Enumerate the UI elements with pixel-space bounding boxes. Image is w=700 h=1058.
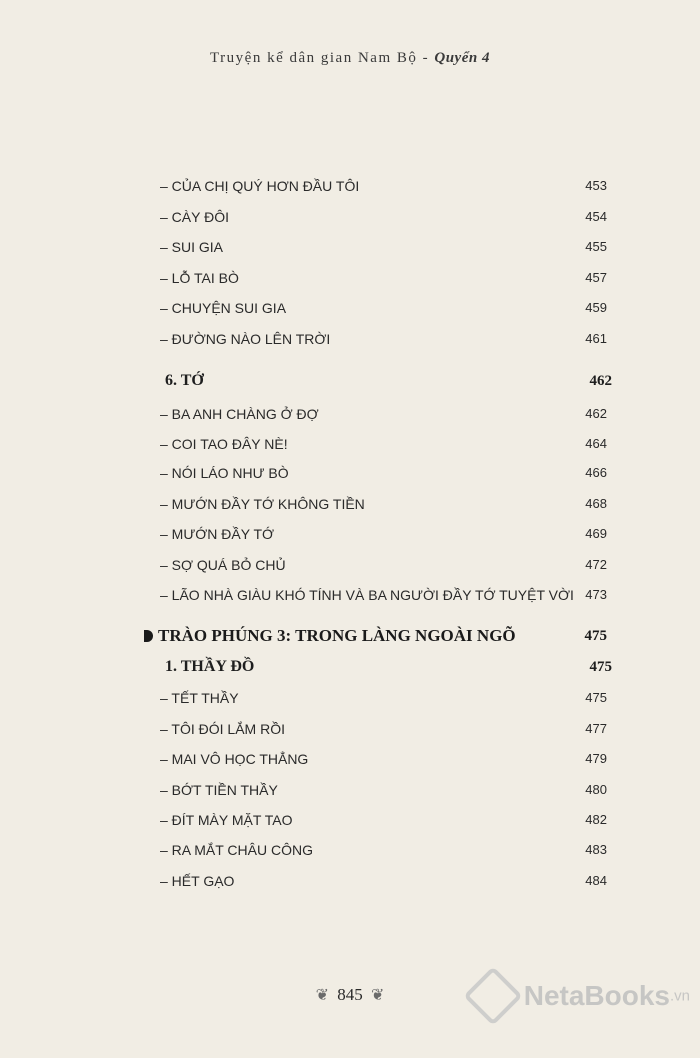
netabooks-logo-icon bbox=[463, 966, 522, 1025]
toc-entry-title: – ĐƯỜNG NÀO LÊN TRỜI bbox=[160, 331, 331, 347]
toc-entry-page: 475 bbox=[589, 659, 612, 675]
toc-entry-title: – CHUYỆN SUI GIA bbox=[160, 300, 287, 316]
toc-entry-title: – HẾT GẠO bbox=[160, 873, 235, 889]
toc-entry-title: – ĐÍT MÀY MẶT TAO bbox=[160, 812, 293, 828]
toc-entry-title: – LÃO NHÀ GIÀU KHÓ TÍNH VÀ BA NGƯỜI ĐẦY TỚ TUYỆT VỜI bbox=[160, 587, 574, 603]
toc-entry-title: – MƯỚN ĐẦY TỚ bbox=[160, 526, 275, 542]
toc-entry-page: 468 bbox=[585, 496, 607, 511]
toc-entry bbox=[160, 555, 610, 575]
toc-entry-page: 457 bbox=[585, 270, 607, 285]
page-number: 845 bbox=[337, 985, 363, 1004]
running-header bbox=[0, 50, 700, 67]
toc-entry-title: – RA MẮT CHÂU CÔNG bbox=[160, 842, 313, 858]
toc-entry-title: – BỚT TIỀN THẦY bbox=[160, 782, 278, 798]
toc-entry bbox=[160, 688, 610, 708]
toc-entry bbox=[160, 871, 610, 891]
toc-entry-page: 461 bbox=[585, 331, 607, 346]
toc-entry bbox=[160, 780, 610, 800]
book-title: Truyện kể dân gian Nam Bộ - bbox=[210, 50, 435, 66]
toc-section-heading bbox=[165, 371, 615, 391]
toc-entry-page: 482 bbox=[585, 812, 607, 827]
right-ornament-icon: ❦ bbox=[371, 987, 385, 1004]
toc-entry bbox=[160, 585, 610, 605]
toc-section-heading bbox=[165, 657, 615, 677]
toc-entry-title: – TÔI ĐÓI LẮM RỒI bbox=[160, 721, 285, 737]
toc-entry-title: – SỢ QUÁ BỎ CHỦ bbox=[160, 557, 286, 573]
toc-entry-page: 462 bbox=[589, 373, 612, 389]
toc-entry-page: 483 bbox=[585, 842, 607, 857]
toc-entry-page: 475 bbox=[584, 628, 607, 644]
toc-entry bbox=[160, 176, 610, 196]
toc-entry-page: 475 bbox=[585, 690, 607, 705]
toc-entry bbox=[160, 810, 610, 830]
toc-entry-title: 6. TỚ bbox=[165, 372, 204, 389]
watermark-brand: NetaBooks bbox=[523, 980, 670, 1011]
toc-entry-page: 469 bbox=[585, 526, 607, 541]
toc-entry-page: 459 bbox=[585, 300, 607, 315]
toc-entry-page: 453 bbox=[585, 178, 607, 193]
watermark bbox=[472, 975, 690, 1017]
toc-entry-page: 473 bbox=[585, 587, 607, 602]
volume-label: Quyển 4 bbox=[434, 50, 490, 66]
toc-entry-page: 480 bbox=[585, 782, 607, 797]
toc-entry bbox=[160, 494, 610, 514]
toc-entry-page: 462 bbox=[585, 406, 607, 421]
toc-entry bbox=[160, 719, 610, 739]
toc-entry bbox=[160, 298, 610, 318]
watermark-suffix: .vn bbox=[669, 987, 690, 1005]
toc-entry-page: 455 bbox=[585, 239, 607, 254]
toc-entry-page: 454 bbox=[585, 209, 607, 224]
toc-entry-title: – MAI VÔ HỌC THẲNG bbox=[160, 751, 309, 767]
toc-entry-title: 1. THẦY ĐỒ bbox=[165, 658, 255, 675]
toc-entry-page: 477 bbox=[585, 721, 607, 736]
toc-entry-title: – CỦA CHỊ QUÝ HƠN ĐẦU TÔI bbox=[160, 178, 360, 194]
left-ornament-icon: ❦ bbox=[315, 987, 329, 1004]
toc-entry-page: 464 bbox=[585, 436, 607, 451]
toc-entry-title: – LỖ TAI BÒ bbox=[160, 270, 239, 286]
toc-entry-title: – COI TAO ĐÂY NÈ! bbox=[160, 436, 288, 452]
toc-entry-title: – TẾT THẦY bbox=[160, 690, 239, 706]
toc-part-heading bbox=[144, 626, 610, 646]
toc-entry-page: 484 bbox=[585, 873, 607, 888]
toc-entry-title: – SUI GIA bbox=[160, 239, 224, 255]
toc-entry bbox=[160, 524, 610, 544]
toc-entry bbox=[160, 237, 610, 257]
toc-entry bbox=[160, 434, 610, 454]
toc-entry bbox=[160, 463, 610, 483]
toc-entry bbox=[160, 207, 610, 227]
toc-entry-title: – NÓI LÁO NHƯ BÒ bbox=[160, 465, 289, 481]
toc-entry bbox=[160, 329, 610, 349]
toc-entry bbox=[160, 268, 610, 288]
toc-entry bbox=[160, 840, 610, 860]
toc-entry bbox=[160, 404, 610, 424]
toc-entry-title: – MƯỚN ĐẦY TỚ KHÔNG TIỀN bbox=[160, 496, 365, 512]
toc-entry-title: – CÀY ĐÔI bbox=[160, 209, 229, 225]
toc-entry-page: 479 bbox=[585, 751, 607, 766]
toc-entry bbox=[160, 749, 610, 769]
toc-entry-title: – BA ANH CHÀNG Ở ĐỢ bbox=[160, 406, 319, 422]
toc-entry-page: 466 bbox=[585, 465, 607, 480]
part-bullet-icon bbox=[144, 630, 153, 642]
toc-entry-title: TRÀO PHÚNG 3: TRONG LÀNG NGOÀI NGÕ bbox=[158, 626, 516, 645]
toc-entry-page: 472 bbox=[585, 557, 607, 572]
